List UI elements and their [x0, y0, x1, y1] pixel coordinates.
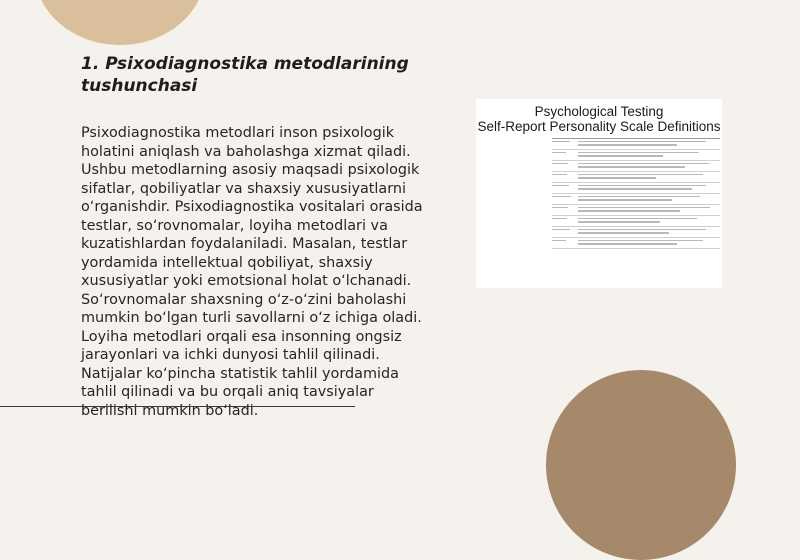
- figure-image: [476, 99, 722, 288]
- table-row: [552, 227, 720, 238]
- figure-title-line2: Self-Report Personality Scale Definitions: [477, 119, 721, 134]
- decorative-circle-bottom: [546, 370, 736, 560]
- table-row: [552, 216, 720, 227]
- decorative-circle-top: [35, 0, 205, 45]
- slide-body-text: Psixodiagnostika metodlari inson psixologik holatini aniqlash va baholashga xizmat qiladi. Ushbu metodlarning asosiy maqsadi psixologik sifatlar, qobiliyatlar va shaxsiy xususiyatlarni o‘rganishdir. Psixodiagnostika vositalari orasida testlar, so‘rovnomalar, loyiha metodlari va kuzatishlardan foydalaniladi. Masalan, testlar yordamida intellektual qobiliyat, shaxsiy xususiyatlar yoki emotsional holat o‘lchanadi. So‘rovnomalar shaxsning o‘z-o‘zini baholashi mumkin bo‘lgan turli savollarni o‘z ichiga oladi. Loyiha metodlari orqali esa insonning ongsiz jarayonlari va ichki dunyosi tahlil qilinadi. Natijalar ko‘pincha statistik tahlil yordamida tahlil qilinadi va bu orqali aniq tavsiyalar berilishi mumkin bo‘ladi.: [81, 125, 423, 419]
- slide-heading: 1. Psixodiagnostika metodlarining tushunchasi: [81, 54, 409, 96]
- table-row: [552, 139, 720, 150]
- figure-title-line1: Psychological Testing: [534, 104, 664, 119]
- table-row: [552, 161, 720, 172]
- table-row: [552, 205, 720, 216]
- table-row: [552, 183, 720, 194]
- table-row: [552, 194, 720, 205]
- table-row: [552, 172, 720, 183]
- table-row: [552, 238, 720, 249]
- figure-table: [552, 135, 720, 285]
- table-row: [552, 150, 720, 161]
